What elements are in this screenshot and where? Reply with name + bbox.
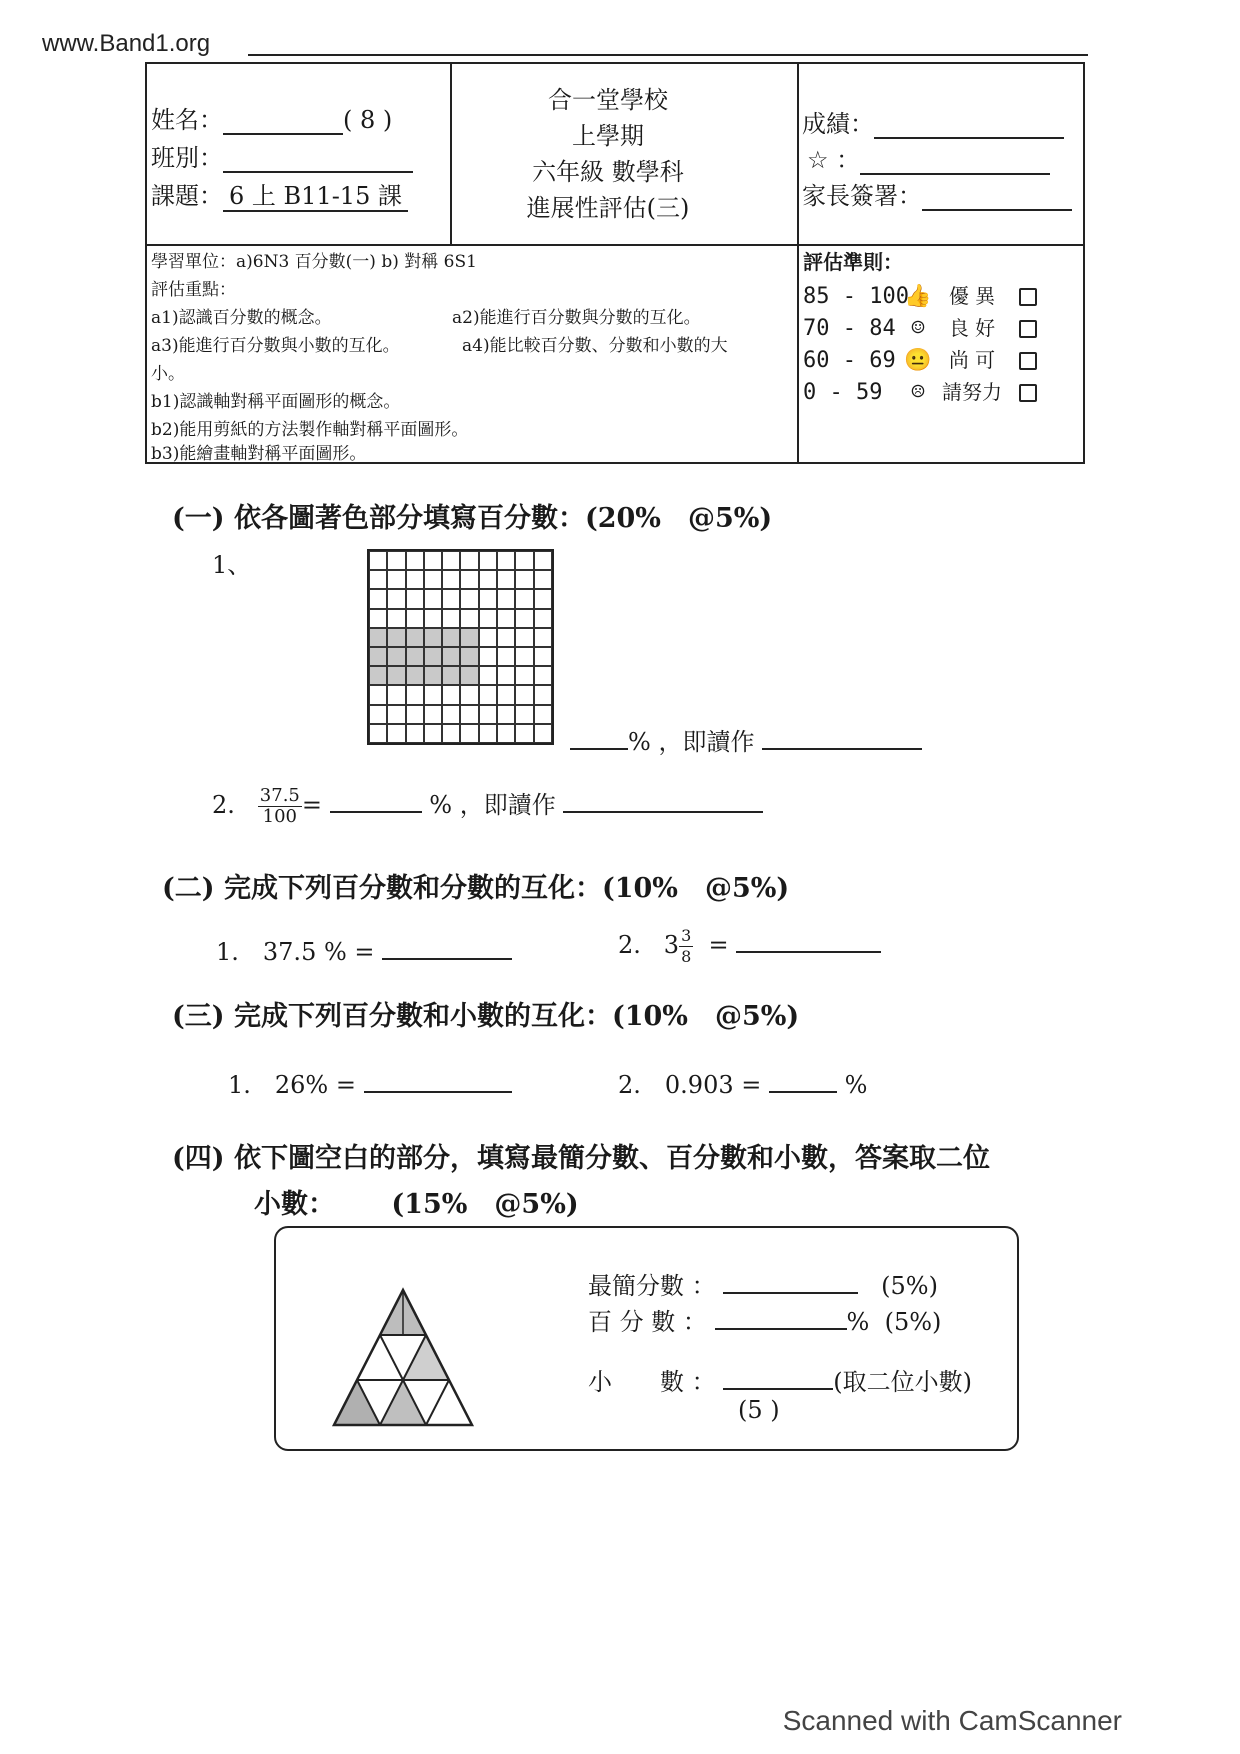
- grid-cell: [442, 685, 460, 704]
- grid-cell: [479, 589, 497, 608]
- s2-q2-blank[interactable]: [736, 929, 881, 953]
- header-table: [145, 62, 1085, 464]
- grid-cell: [442, 666, 460, 685]
- grid-cell: [424, 551, 442, 570]
- grid-cell: [534, 724, 552, 743]
- watermark: www.Band1.org: [42, 30, 211, 57]
- grid-cell: [424, 609, 442, 628]
- grid-cell: [369, 666, 387, 685]
- objective-a1: a1)認識百分數的概念。: [151, 308, 332, 328]
- hundred-grid: [367, 549, 554, 745]
- grid-cell: [406, 685, 424, 704]
- grid-cell: [424, 570, 442, 589]
- grid-cell: [460, 666, 478, 685]
- grid-cell: [406, 666, 424, 685]
- grid-cell: [424, 589, 442, 608]
- criteria-grade: 良 好: [948, 316, 996, 340]
- s3-q2-blank[interactable]: [769, 1069, 837, 1093]
- s2-q1: 1. 37.5 % =: [216, 932, 512, 967]
- grid-cell: [406, 589, 424, 608]
- topic-field: 課題： 6 上 B11-15 課: [151, 176, 408, 211]
- grid-cell: [479, 724, 497, 743]
- grid-cell: [479, 551, 497, 570]
- grid-cell: [442, 609, 460, 628]
- s1-q1-answer: % ，即讀作: [570, 722, 922, 757]
- grid-cell: [424, 724, 442, 743]
- grid-cell: [387, 666, 405, 685]
- grid-cell: [460, 589, 478, 608]
- grid-cell: [515, 647, 533, 666]
- s1-q2: 2. $\frac{37.5}{100}$ = % ，即讀作: [212, 785, 763, 827]
- grid-cell: [497, 647, 515, 666]
- objective-a4: a4)能比較百分數、分數和小數的大: [462, 336, 728, 356]
- grid-cell: [442, 724, 460, 743]
- decimal-marks: (5 ): [738, 1396, 780, 1424]
- grid-cell: [460, 705, 478, 724]
- learning-unit: 學習單位：a)6N3 百分數(一) b) 對稱 6S1: [151, 252, 477, 272]
- s3-q1: 1. 26% =: [228, 1065, 512, 1100]
- thumbs-up-icon: 👍: [904, 284, 932, 309]
- grid-cell: [387, 551, 405, 570]
- criteria-grade: 優 異: [948, 284, 996, 308]
- grid-cell: [479, 647, 497, 666]
- percentage-blank[interactable]: [715, 1306, 847, 1330]
- percentage-row: 百 分 數 ： % (5%): [588, 1308, 942, 1336]
- grid-cell: [497, 551, 515, 570]
- grid-cell: [369, 724, 387, 743]
- section-4-title-line1: (四) 依下圖空白的部分，填寫最簡分數、百分數和小數，答案取二位: [172, 1143, 990, 1174]
- grid-cell: [387, 609, 405, 628]
- grid-cell: [387, 570, 405, 589]
- grid-cell: [424, 705, 442, 724]
- criteria-checkbox[interactable]: [1019, 288, 1037, 306]
- criteria-checkbox[interactable]: [1019, 352, 1037, 370]
- criteria-range: 85 - 100: [803, 284, 909, 309]
- term: 上學期: [572, 122, 644, 150]
- grid-cell: [460, 724, 478, 743]
- objective-b2: b2)能用剪紙的方法製作軸對稱平面圖形。: [151, 420, 469, 440]
- criteria-grade: 尚 可: [948, 348, 996, 372]
- s2-q2: 2. 3 $\frac{3}{8}$ =: [618, 926, 881, 967]
- grid-cell: [369, 570, 387, 589]
- grid-cell: [460, 570, 478, 589]
- grid-cell: [497, 609, 515, 628]
- score-field: 成績：: [802, 104, 1064, 139]
- criteria-row: [803, 312, 1037, 341]
- grid-cell: [515, 705, 533, 724]
- decimal-row: 小 數 ： (取二位小數): [588, 1368, 973, 1396]
- grid-cell: [387, 628, 405, 647]
- grid-cell: [534, 570, 552, 589]
- criteria-range: 60 - 69: [803, 348, 896, 373]
- criteria-range: 70 - 84: [803, 316, 896, 341]
- grid-cell: [387, 647, 405, 666]
- grid-cell: [479, 609, 497, 628]
- triangle-diagram: [318, 1280, 488, 1450]
- grid-cell: [442, 570, 460, 589]
- grid-cell: [460, 647, 478, 666]
- class-field: 班別：: [151, 138, 413, 173]
- grid-cell: [534, 705, 552, 724]
- parent-signature-field: 家長簽署：: [802, 176, 1072, 211]
- grid-cell: [515, 570, 533, 589]
- grid-cell: [442, 589, 460, 608]
- criteria-range: 0 - 59: [803, 380, 883, 405]
- grid-cell: [534, 589, 552, 608]
- grid-cell: [479, 628, 497, 647]
- section-3-title: (三) 完成下列百分數和小數的互化：(10% @5%): [172, 1001, 800, 1032]
- decimal-blank[interactable]: [723, 1366, 833, 1390]
- name-field: 姓名： ( 8 ): [151, 106, 393, 134]
- grid-cell: [424, 685, 442, 704]
- grid-cell: [369, 609, 387, 628]
- neutral-face-icon: 😐: [904, 348, 932, 373]
- grid-cell: [424, 666, 442, 685]
- simplest-fraction-row: 最簡分數 ： (5%): [588, 1272, 938, 1300]
- grid-cell: [534, 628, 552, 647]
- grid-cell: [497, 666, 515, 685]
- criteria-label: 評估準則：: [803, 250, 903, 274]
- grid-cell: [497, 589, 515, 608]
- s2-q1-blank[interactable]: [382, 936, 512, 960]
- grid-cell: [479, 570, 497, 589]
- grid-cell: [534, 666, 552, 685]
- grid-cell: [369, 647, 387, 666]
- section-2-title: (二) 完成下列百分數和分數的互化：(10% @5%): [162, 873, 790, 904]
- grid-cell: [515, 551, 533, 570]
- criteria-row: [803, 376, 1037, 405]
- grid-cell: [497, 628, 515, 647]
- grid-cell: [534, 551, 552, 570]
- divider: [797, 64, 799, 462]
- grid-cell: [515, 685, 533, 704]
- objective-b1: b1)認識軸對稱平面圖形的概念。: [151, 392, 401, 412]
- grid-cell: [442, 705, 460, 724]
- s3-q2: 2. 0.903 = %: [618, 1071, 868, 1099]
- grid-cell: [515, 628, 533, 647]
- criteria-checkbox[interactable]: [1019, 320, 1037, 338]
- section-4-title-line2: 小數： (15% @5%): [254, 1189, 579, 1220]
- grid-cell: [387, 705, 405, 724]
- grid-cell: [497, 705, 515, 724]
- grid-cell: [369, 551, 387, 570]
- s3-q1-blank[interactable]: [364, 1069, 512, 1093]
- grid-cell: [479, 705, 497, 724]
- s1-q2-read-blank[interactable]: [563, 789, 763, 813]
- grid-cell: [460, 685, 478, 704]
- grid-cell: [534, 609, 552, 628]
- assessment-title: 進展性評估(三): [526, 194, 690, 222]
- grid-cell: [497, 685, 515, 704]
- grid-cell: [515, 666, 533, 685]
- grid-cell: [369, 705, 387, 724]
- grid-cell: [515, 609, 533, 628]
- objective-b3: b3)能繪畫軸對稱平面圖形。: [151, 444, 367, 464]
- objective-a3: a3)能進行百分數與小數的互化。: [151, 336, 400, 356]
- grid-cell: [406, 724, 424, 743]
- focus-label: 評估重點：: [151, 280, 236, 300]
- grid-cell: [369, 685, 387, 704]
- s1-q1-number: 1、: [212, 551, 252, 579]
- school-name: 合一堂學校: [548, 86, 668, 114]
- grid-cell: [479, 666, 497, 685]
- grid-cell: [442, 647, 460, 666]
- grid-cell: [424, 628, 442, 647]
- grade-subject: 六年級 數學科: [532, 158, 684, 186]
- objective-a2: a2)能進行百分數與分數的互化。: [452, 308, 701, 328]
- grid-cell: [497, 724, 515, 743]
- grid-cell: [442, 551, 460, 570]
- section-1-title: (一) 依各圖著色部分填寫百分數：(20% @5%): [172, 503, 773, 534]
- smile-icon: ☺: [911, 316, 925, 341]
- grid-cell: [479, 685, 497, 704]
- criteria-row: [803, 280, 1037, 309]
- s1-q2-blank[interactable]: [330, 789, 422, 813]
- objective-a4-cont: 小。: [151, 364, 185, 384]
- grid-cell: [460, 609, 478, 628]
- grid-cell: [534, 647, 552, 666]
- grid-cell: [406, 628, 424, 647]
- triangle-answer-box: [274, 1226, 1019, 1451]
- grid-cell: [515, 589, 533, 608]
- grid-cell: [442, 628, 460, 647]
- grid-cell: [387, 589, 405, 608]
- grid-cell: [369, 628, 387, 647]
- divider: [147, 244, 1083, 246]
- sad-face-icon: ☹: [911, 380, 925, 405]
- grid-cell: [406, 551, 424, 570]
- s1-q1-blank[interactable]: [570, 726, 628, 750]
- grid-cell: [515, 724, 533, 743]
- fraction-3-over-8: $\frac{3}{8}$: [681, 926, 692, 966]
- scanner-footer: Scanned with CamScanner: [782, 1705, 1122, 1736]
- criteria-checkbox[interactable]: [1019, 384, 1037, 402]
- grid-cell: [369, 589, 387, 608]
- criteria-grade: 請努力: [942, 380, 1002, 404]
- grid-cell: [387, 685, 405, 704]
- simplest-fraction-blank[interactable]: [723, 1270, 858, 1294]
- grid-cell: [460, 551, 478, 570]
- grid-cell: [424, 647, 442, 666]
- grid-cell: [387, 724, 405, 743]
- star-field: ☆ ：: [807, 140, 1050, 175]
- s1-q1-read-blank[interactable]: [762, 726, 922, 750]
- criteria-row: [803, 344, 1037, 373]
- fraction-37.5-over-100: $\frac{37.5}{100}$: [259, 785, 300, 827]
- grid-cell: [534, 685, 552, 704]
- grid-cell: [406, 705, 424, 724]
- grid-cell: [460, 628, 478, 647]
- grid-cell: [406, 647, 424, 666]
- top-rule: [248, 54, 1088, 56]
- grid-cell: [406, 609, 424, 628]
- topic-value: 6 上 B11-15 課: [223, 182, 408, 212]
- grid-cell: [497, 570, 515, 589]
- grid-cell: [406, 570, 424, 589]
